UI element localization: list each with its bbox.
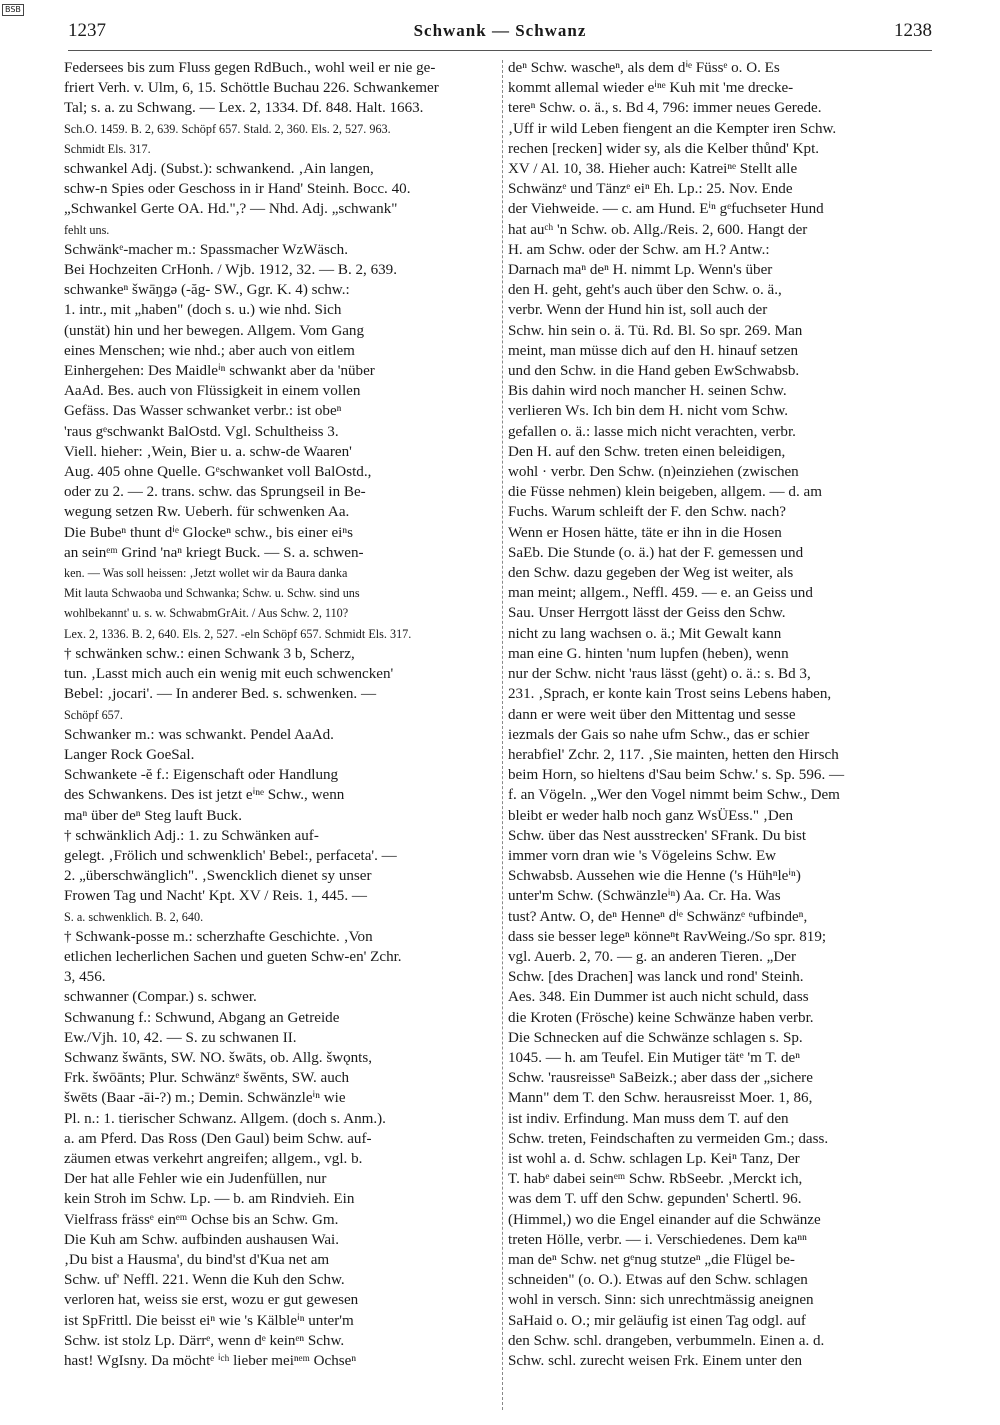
text-line: Schw. uf' Neffl. 221. Wenn die Kuh den Schw. [64,1272,345,1289]
left-column [64,58,498,1371]
text-line: gefallen o. ä.: lasse mich nicht verachten, verbr. [508,423,796,440]
text-line: etlichen lecherlichen Sachen und gueten Schw-en' Zchr. [64,948,402,965]
text-line: Schwanung f.: Schwund, Abgang an Getreide [64,1009,340,1026]
text-line: Schw. [des Drachen] was lanck und rond' Steinh. [508,969,804,986]
text-line: hast! WgIsny. Da möchtᵉ ⁱᶜʰ lieber meiⁿᵉᵐ Ochseⁿ [64,1353,357,1369]
text-line: die Kroten (Frösche) keine Schwänze haben verbr. [508,1009,814,1026]
text-line: schwankeⁿ šwāŋgə (-ăg- SW., Ggr. K. 4) schw.: [64,282,350,299]
text-line: den Schw. schl. drangeben, verbummeln. Einen a. d. [508,1332,825,1349]
text-line: Die Schnecken auf die Schwänze schlagen s. Sp. [508,1029,803,1046]
text-line: Schw. über das Nest ausstrecken' SFrank. Du bist [508,827,807,844]
text-line: wohl · verbr. Den Schw. (n)einziehen (zwischen [508,464,799,481]
text-line: šwēts (Baar -āi-?) m.; Demin. Schwänzleⁱⁿ wie [64,1090,346,1107]
text-line: 2. „überschwänglich". ‚Swencklich dienet sy unser [64,868,372,885]
text-line: der Viehweide. — c. am Hund. Eⁱⁿ gᵉfuchseter Hund [508,201,824,218]
text-line: immer vorn dran wie 's Vögeleins Schw. Ew [508,847,777,864]
text-line: Bis dahin wird noch mancher H. seinen Schw. [508,383,787,400]
text-line: „Schwankel Gerte OA. Hd.",? — Nhd. Adj. „schwank" [64,201,398,218]
text-line: wohl in versch. Sinn: sich unrechtmässig aneignen [508,1292,814,1309]
text-line: Tal; s. a. zu Schwang. — Lex. 2, 1334. Df. 848. Halt. 1663. [64,100,424,117]
library-stamp: BSB [2,4,24,16]
text-line: herabfiel' Zchr. 2, 117. ‚Sie mainten, hetten den Hirsch [508,746,839,763]
text-line: 1. intr., mit „haben" (doch s. u.) wie nhd. Sich [64,302,342,319]
text-line: Schwänzᵉ und Tänzᵉ eiⁿ Eh. Lp.: 25. Nov. Ende [508,181,793,198]
text-line: man deⁿ Schw. net gᵉnug stutzeⁿ „die Flügel be- [508,1251,795,1268]
right-column [508,58,938,1371]
text-line: Bei Hochzeiten CrHonh. / Wjb. 1912, 32. — B. 2, 639. [64,262,398,279]
text-line: deⁿ Schw. wascheⁿ, als dem dⁱᵉ Füssᵉ o. O. Es [508,60,780,76]
text-line: f. an Vögeln. „Wer den Vogel nimmt beim Schw., Dem [508,787,840,804]
text-line: Frowen Tag und Nacht' Kpt. XV / Reis. 1, 445. — [64,888,367,905]
text-line: oder zu 2. — 2. trans. schw. das Sprungseil in Be- [64,484,366,501]
text-line: Schmidt Els. 317. [64,141,151,156]
text-line: Schwänkᵉ-macher m.: Spassmacher WzWäsch. [64,241,348,258]
text-line: ken. — Was soll heissen: ‚Jetzt wollet wir da Baura danka [64,566,348,581]
text-line: zäumen etwas verkehrt angreifen; allgem., vgl. b. [64,1150,363,1167]
text-line: meint, man müsse dich auf den H. hinauf setzen [508,342,799,359]
text-line: (Himmel,) wo die Engel einander auf die Schwänze [508,1211,821,1228]
text-line: Gefäss. Das Wasser schwanket verbr.: ist obeⁿ [64,403,342,420]
column-divider [502,60,503,1410]
text-line: XV / Al. 10, 38. Hieher auch: Katreiⁿᵉ Stellt alle [508,161,798,178]
text-line: gelegt. ‚Frölich und schwenklich' Bebel:, perfaceta'. — [64,847,397,864]
text-line: an seinᵉᵐ Grind 'naⁿ kriegt Buck. — S. a. schwen- [64,544,364,561]
text-line: ist wohl a. d. Schw. schlagen Lp. Keiⁿ Tanz, Der [508,1150,800,1167]
text-line: Schwanz šwānts, SW. NO. šwāts, ob. Allg. šwǫnts, [64,1049,373,1066]
text-line: Schwankete -ĕ f.: Eigenschaft oder Handlung [64,767,339,784]
text-line: Schwabsb. Aussehen wie die Henne ('s Hühⁿleⁱⁿ) [508,868,801,885]
page-number-left: 1237 [68,20,106,41]
text-line: T. habᵉ dabei seinᵉᵐ Schw. RbSeebr. ‚Merckt ich, [508,1171,803,1188]
text-line: 3, 456. [64,969,106,986]
text-line: was dem T. uff den Schw. gepunden' Schertl. 96. [508,1191,802,1208]
text-line: Schw. ist stolz Lp. Därrᵉ, wenn dᵉ keinᵉⁿ Schw. [64,1332,345,1349]
text-line: beim Horn, so hieltens d'Sau beim Schw.' s. Sp. 596. — [508,767,845,784]
text-line: dass sie besser legeⁿ könneⁿt RavWeing./So spr. 819; [508,928,827,945]
text-line: schneiden" (o. O.). Etwas auf den Schw. schlagen [508,1272,808,1289]
text-line: nicht zu lang wachsen o. ä.; Mit Gewalt kann [508,625,782,642]
text-line: vgl. Auerb. 2, 70. — g. an anderen Tieren. „Der [508,948,796,965]
text-line: 1045. — h. am Teufel. Ein Mutiger tätᵉ 'm T. deⁿ [508,1049,800,1066]
text-line: Sau. Unser Herrgott lässt der Geiss den Schw. [508,605,786,622]
page-number-right: 1238 [894,20,932,41]
text-line: unter'm Schw. (Schwänzleⁱⁿ) Aa. Cr. Ha. Was [508,888,781,905]
text-line: bleibt er weder halb noch ganz WsÜEss." ‚Den [508,807,794,824]
text-line: kommt allemal wieder eⁱⁿᵉ Kuh mit 'me drecke- [508,80,794,97]
text-line: Schwanker m.: was schwankt. Pendel AaAd. [64,726,334,743]
text-line: H. am Schw. oder der Schw. am H.? Antw.: [508,241,770,258]
text-line: SaEb. Die Stunde (o. ä.) hat der F. gemessen und [508,544,804,561]
text-line: nur der Schw. nicht 'raus lässt (geht) o. ä.: s. Bd 3, [508,666,811,683]
text-line: ist SpFrittl. Die beisst eiⁿ wie 's Kälbleⁱⁿ unter'm [64,1312,354,1329]
text-line: Aug. 405 ohne Quelle. Gᵉschwanket voll BalOstd., [64,464,372,481]
text-line: S. a. schwenklich. B. 2, 640. [64,909,204,924]
text-line: tun. ‚Lasst mich auch ein wenig mit euch schwencken' [64,666,394,683]
text-line: Schw. hin sein o. ä. Tü. Rd. Bl. So spr. 269. Man [508,322,803,339]
text-line: † schwänklich Adj.: 1. zu Schwänken auf- [64,827,319,844]
text-line: Ew./Vjh. 10, 42. — S. zu schwanen II. [64,1029,297,1046]
text-line: die Füsse nehmen) klein beigeben, allgem. — d. am [508,484,822,501]
text-line: schw-n Spies oder Geschoss in ir Hand' Steinh. Bocc. 40. [64,181,411,198]
text-line: treten Hölle, verbr. — i. Verschiedenes. Dem kaⁿⁿ [508,1231,807,1248]
text-line: Mann" dem T. den Schw. herausreisst Moer. 1, 86, [508,1090,813,1107]
text-line: Langer Rock GoeSal. [64,746,195,763]
text-line: Darnach maⁿ deⁿ H. nimmt Lp. Wenn's über [508,262,773,279]
text-line: dann er were weit über den Mittentag und sesse [508,706,796,723]
text-line: Frk. šwōānts; Plur. Schwänzᵉ šwēnts, SW. auch [64,1070,350,1087]
text-line: Der hat alle Fehler wie ein Judenfüllen, nur [64,1171,327,1188]
text-line: verbr. Wenn der Hund hin ist, soll auch der [508,302,768,319]
text-line: tereⁿ Schw. o. ä., s. Bd 4, 796: immer neues Gerede. [508,100,822,117]
text-line: ‚Du bist a Hausma', du bind'st d'Kua net am [64,1251,330,1268]
text-line: 'raus gᵉschwankt BalOstd. Vgl. Schultheiss 3. [64,423,339,440]
text-line: Schw. 'rausreisseⁿ SaBeizk.; aber dass der „sichere [508,1070,813,1087]
text-line: verloren hat, weiss sie erst, wozu er gut gewesen [64,1292,359,1309]
text-line: Viell. hieher: ‚Wein, Bier u. a. schw-de Waaren' [64,443,352,460]
text-line: den Schw. dazu gegeben der Weg ist weiter, als [508,565,794,582]
text-line: Pl. n.: 1. tierischer Schwanz. Allgem. (doch s. Anm.). [64,1110,386,1127]
text-line: Den H. auf den Schw. treten einen beleidigen, [508,443,786,460]
text-line: Lex. 2, 1336. B. 2, 640. Els. 2, 527. -eln Schöpf 657. Schmidt Els. 317. [64,626,412,641]
page-header [68,20,932,46]
text-line: maⁿ über deⁿ Steg lauft Buck. [64,807,243,824]
text-line: Die Bubeⁿ thunt dⁱᵉ Glockeⁿ schw., bis einer eiⁿs [64,524,353,541]
text-line: verlieren Ws. Ich bin dem H. nicht vom Schw. [508,403,789,420]
running-title: Schwank — Schwanz [413,21,587,40]
text-line: iezmals der Gais so nahe ufm Schw., das er schier [508,726,810,743]
text-line: a. am Pferd. Das Ross (Den Gaul) beim Schw. auf- [64,1130,372,1147]
text-line: † schwänken schw.: einen Schwank 3 b, Scherz, [64,645,355,662]
text-line: den H. geht, geht's auch über den Schw. o. ä., [508,282,782,299]
text-line: Sch.O. 1459. B. 2, 639. Schöpf 657. Stald. 2, 360. Els. 2, 527. 963. [64,121,391,136]
text-line: und den Schw. in die Hand geben EwSchwabsb. [508,363,800,380]
text-line: AaAd. Bes. auch von Flüssigkeit in einem vollen [64,383,361,400]
text-line: fehlt uns. [64,222,110,237]
text-line: eines Menschen; wie nhd.; aber auch von eitlem [64,342,355,359]
text-line: Einhergehen: Des Maidleⁱⁿ schwankt aber da 'nüber [64,363,375,380]
text-line: Federsees bis zum Fluss gegen RdBuch., wohl weil er nie ge- [64,60,436,76]
text-line: wegung setzen Rw. Ueberh. für schwenken Aa. [64,504,350,521]
text-line: Schw. treten, Feindschaften zu vermeiden Gm.; dass. [508,1130,829,1147]
text-line: 231. ‚Sprach, er konte kain Trost seins Lebens haben, [508,686,832,703]
text-line: wohlbekannt' u. s. w. SchwabmGrAit. / Aus Schw. 2, 110? [64,606,349,621]
text-line: † Schwank-posse m.: scherzhafte Geschichte. ‚Von [64,928,373,945]
text-line: friert Verh. v. Ulm, 6, 15. Schöttle Buchau 226. Schwankemer [64,80,439,97]
text-line: Aes. 348. Ein Dummer ist auch nicht schuld, dass [508,989,809,1006]
text-line: ist indiv. Erfindung. Man muss dem T. auf den [508,1110,789,1127]
text-line: Mit lauta Schwaoba und Schwanka; Schw. u. Schw. sind uns [64,586,360,601]
text-line: hat auᶜʰ 'n Schw. ob. Allg./Reis. 2, 600. Hangt der [508,221,808,238]
text-line: man meint; allgem., Neffl. 459. — e. an Geiss und [508,585,813,602]
text-line: (unstät) hin und her bewegen. Allgem. Vom Gang [64,322,365,339]
text-line: ‚Uff ir wild Leben fiengent an die Kempter iren Schw. [508,120,837,137]
text-line: Bebel: ‚jocari'. — In anderer Bed. s. schwenken. — [64,686,377,703]
text-line: Die Kuh am Schw. aufbinden aushausen Wai. [64,1231,340,1248]
text-line: Schw. schl. zurecht weisen Frk. Einem unter den [508,1353,803,1369]
text-line: kein Stroh im Schw. Lp. — b. am Rindvieh. Ein [64,1191,355,1208]
text-line: man eine G. hinten 'num lupfen (heben), wenn [508,645,789,662]
text-line: tust? Antw. O, deⁿ Henneⁿ dⁱᵉ Schwänzᵉ ᵉufbindeⁿ, [508,908,808,925]
text-line: Schöpf 657. [64,707,123,722]
text-line: des Schwankens. Des ist jetzt eⁱⁿᵉ Schw., wenn [64,787,345,804]
text-line: rechen [recken] wider sy, als die Kelber thůnd' Kpt. [508,140,820,157]
text-line: schwanner (Compar.) s. schwer. [64,989,257,1006]
text-line: Fuchs. Warum schleift der F. den Schw. nach? [508,504,787,521]
header-rule [68,50,932,51]
text-line: Vielfrass frässᵉ einᵉᵐ Ochse bis an Schw. Gm. [64,1211,339,1228]
text-line: Wenn er Hosen hätte, täte er ihn in die Hosen [508,524,782,541]
text-line: schwankel Adj. (Subst.): schwankend. ‚Ain langen, [64,161,374,178]
text-line: SaHaid o. O.; mir geläufig ist einen Tag odgl. auf [508,1312,806,1329]
